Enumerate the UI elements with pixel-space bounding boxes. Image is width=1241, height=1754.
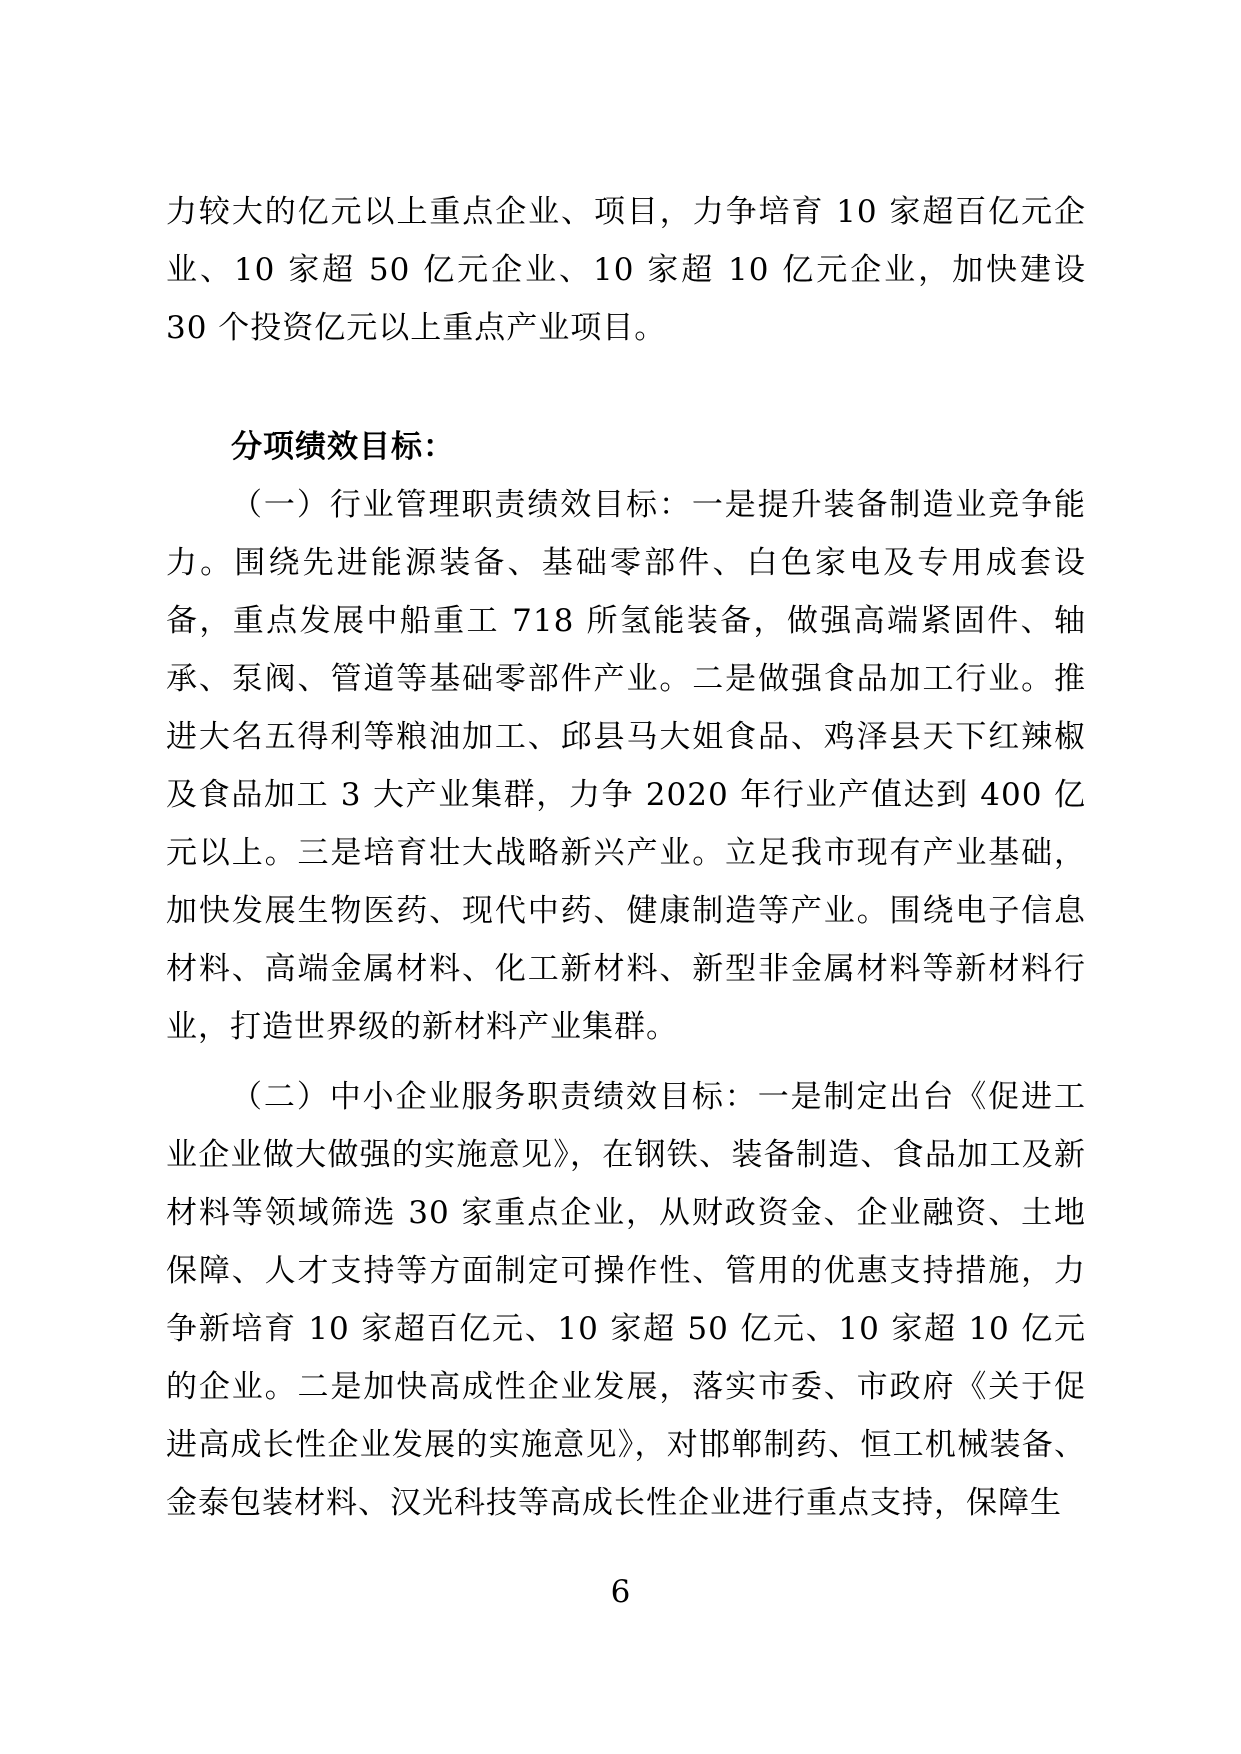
page-number: 6 (610, 1574, 631, 1610)
paragraph-intro: 力较大的亿元以上重点企业、项目，力争培育 10 家超百亿元企业、10 家超 50 亿元企业、10 家超 10 亿元企业，加快建设 30 个投资亿元以上重点产业项目。 (166, 194, 1086, 346)
paragraph-industry-management: （一）行业管理职责绩效目标：一是提升装备制造业竞争能力。围绕先进能源装备、基础零部件、白色家电及专用成套设备，重点发展中船重工 718 所氢能装备，做强高端紧固件、轴承、泵阀、管道等基础零部件产业。二是做强食品加工行业。推进大名五得利等粮油加工、邱县马大姐食品、鸡泽县天下红辣椒及食品加工 3 大产业集群，力争 2020 年行业产值达到 400 亿元以上。三是培育壮大战略新兴产业。立足我市现有产业基础，加快发展生物医药、现代中药、健康制造等产业。围绕电子信息材料、高端金属材料、化工新材料、新型非金属材料等新材料行业，打造世界级的新材料产业集群。 (166, 487, 1086, 1045)
section-heading: 分项绩效目标： (231, 429, 455, 465)
paragraph-sme-service: （二）中小企业服务职责绩效目标：一是制定出台《促进工业企业做大做强的实施意见》，在钢铁、装备制造、食品加工及新材料等领域筛选 30 家重点企业，从财政资金、企业融资、土地保障、人才支持等方面制定可操作性、管用的优惠支持措施，力争新培育 10 家超百亿元、10 家超 50 亿元、10 家超 10 亿元的企业。二是加快高成性企业发展，落实市委、市政府《关于促进高成长性企业发展的实施意见》，对邯郸制药、恒工机械装备、金泰包装材料、汉光科技等高成长性企业进行重点支持，保障生 (166, 1079, 1086, 1521)
